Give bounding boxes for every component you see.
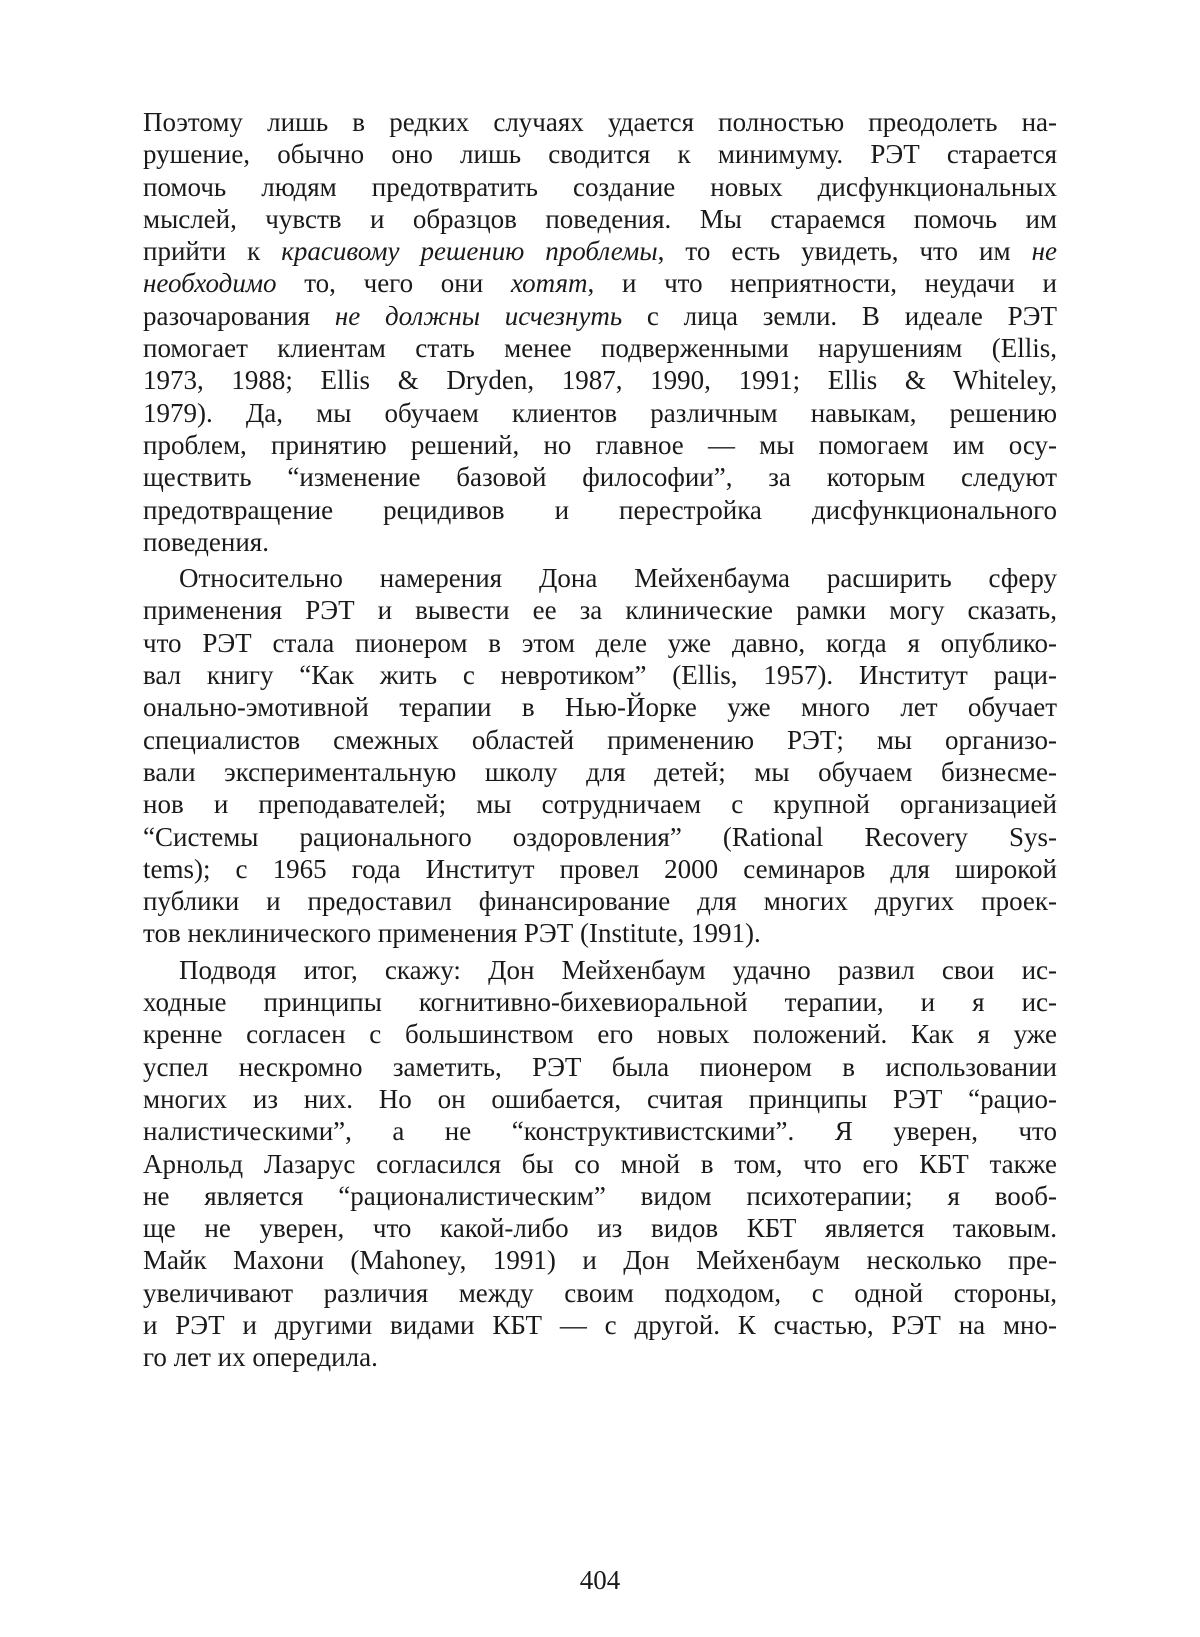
- text-run: “Системы рационального оздоровления” (Rational Recovery Sys-: [143, 821, 1057, 852]
- text-run: , то есть увидеть, что им: [657, 236, 1032, 267]
- text-line: [143, 756, 1057, 788]
- text-run: проблем, принятию решений, но главное — мы помогаем им осу-: [143, 429, 1057, 460]
- text-run: предотвращение рецидивов и перестройка дисфункционального: [143, 494, 1057, 525]
- text-line: [143, 954, 1057, 986]
- text-line: [143, 300, 1057, 332]
- italic-text: необходимо: [143, 268, 277, 299]
- text-line: [143, 332, 1057, 364]
- text-run: кренне согласен с большинством его новых положений. Как я уже: [143, 1019, 1057, 1050]
- text-run: успел нескромно заметить, РЭТ была пионером в использовании: [143, 1051, 1057, 1082]
- text-line: [143, 917, 1057, 949]
- text-run: поведения.: [143, 526, 269, 557]
- text-line: [143, 691, 1057, 723]
- italic-text: не должны исчезнуть: [334, 300, 623, 331]
- text-line: [143, 364, 1057, 396]
- text-run: 1979). Да, мы обучаем клиентов различным навыкам, решению: [143, 397, 1057, 428]
- text-line: [143, 138, 1057, 170]
- text-line: [143, 1309, 1057, 1341]
- text-line: [143, 1212, 1057, 1244]
- text-run: публики и предоставил финансирование для многих других проек-: [143, 886, 1057, 917]
- text-line: [143, 1051, 1057, 1083]
- text-run: ще не уверен, что какой-либо из видов КБТ является таковым.: [143, 1213, 1057, 1244]
- text-run: Арнольд Лазарус согласился бы со мной в том, что его КБТ также: [143, 1148, 1057, 1179]
- book-page: [143, 106, 1057, 1606]
- text-run: прийти к: [143, 236, 282, 267]
- text-line: [143, 853, 1057, 885]
- text-run: увеличивают различия между своим подходом, с одной стороны,: [143, 1277, 1057, 1308]
- text-run: специалистов смежных областей применению РЭТ; мы организо-: [143, 724, 1057, 755]
- text-line: [143, 1180, 1057, 1212]
- text-run: Подводя итог, скажу: Дон Мейхенбаум удачно развил свои ис-: [179, 954, 1057, 985]
- text-line: [143, 724, 1057, 756]
- text-run: ществить “изменение базовой философии”, за которым следуют: [143, 462, 1057, 493]
- text-line: [143, 1341, 1057, 1373]
- text-line: [143, 986, 1057, 1018]
- text-line: [143, 594, 1057, 626]
- text-line: [143, 1277, 1057, 1309]
- italic-text: хотят: [510, 268, 588, 299]
- text-line: [143, 1083, 1057, 1115]
- text-line: [143, 429, 1057, 461]
- paragraph: [143, 954, 1057, 1374]
- text-line: [143, 526, 1057, 558]
- text-run: нов и преподавателей; мы сотрудничаем с крупной организацией: [143, 789, 1057, 820]
- text-line: [143, 106, 1057, 138]
- text-run: применения РЭТ и вывести ее за клинические рамки могу сказать,: [143, 595, 1057, 626]
- text-run: многих из них. Но он ошибается, считая принципы РЭТ “рацио-: [143, 1083, 1057, 1114]
- text-line: [143, 461, 1057, 493]
- paragraph: [143, 562, 1057, 950]
- text-run: 1973, 1988; Ellis & Dryden, 1987, 1990, 1991; Ellis & Whiteley,: [143, 365, 1057, 396]
- text-line: [143, 267, 1057, 299]
- text-line: [143, 885, 1057, 917]
- text-run: , и что неприятности, неудачи и: [587, 268, 1057, 299]
- text-line: [143, 203, 1057, 235]
- page-number: 404: [579, 1565, 621, 1595]
- text-line: [143, 821, 1057, 853]
- text-run: ходные принципы когнитивно-бихевиоральной терапии, и я ис-: [143, 987, 1057, 1018]
- text-run: рушение, обычно оно лишь сводится к минимуму. РЭТ старается: [143, 139, 1057, 170]
- text-run: не является “рационалистическим” видом психотерапии; я вооб-: [143, 1180, 1057, 1211]
- italic-text: красивому решению проблемы: [281, 236, 658, 267]
- text-run: то, чего они: [276, 268, 511, 299]
- text-line: [143, 171, 1057, 203]
- text-run: помочь людям предотвратить создание новых дисфункциональных: [143, 171, 1057, 202]
- text-run: тов неклинического применения РЭТ (Institute, 1991).: [143, 918, 761, 949]
- text-run: налистическими”, а не “конструктивистскими”. Я уверен, что: [143, 1116, 1057, 1147]
- text-run: и РЭТ и другими видами КБТ — с другой. К счастью, РЭТ на мно-: [143, 1309, 1057, 1340]
- text-run: вали экспериментальную школу для детей; мы обучаем бизнесме-: [143, 756, 1057, 787]
- text-run: Относительно намерения Дона Мейхенбаума расширить сферу: [179, 563, 1057, 594]
- text-run: мыслей, чувств и образцов поведения. Мы стараемся помочь им: [143, 203, 1057, 234]
- text-run: разочарования: [143, 300, 335, 331]
- text-run: Майк Махони (Mahoney, 1991) и Дон Мейхенбаум несколько пре-: [143, 1245, 1057, 1276]
- text-line: [143, 659, 1057, 691]
- text-line: [143, 235, 1057, 267]
- text-run: онально-эмотивной терапии в Нью-Йорке уже много лет обучает: [143, 692, 1057, 723]
- paragraph: [143, 106, 1057, 558]
- text-line: [143, 494, 1057, 526]
- text-line: [143, 562, 1057, 594]
- text-line: [143, 627, 1057, 659]
- text-run: tems); с 1965 года Институт провел 2000 семинаров для широкой: [143, 853, 1057, 884]
- text-line: [143, 1115, 1057, 1147]
- text-run: го лет их опередила.: [143, 1342, 378, 1373]
- text-line: [143, 397, 1057, 429]
- text-line: [143, 1148, 1057, 1180]
- text-run: помогает клиентам стать менее подверженными нарушениям (Ellis,: [143, 333, 1057, 364]
- text-run: Поэтому лишь в редких случаях удается полностью преодолеть на-: [143, 107, 1057, 137]
- text-line: [143, 1018, 1057, 1050]
- body-text: [143, 106, 1057, 1374]
- text-line: [143, 1244, 1057, 1276]
- text-run: с лица земли. В идеале РЭТ: [622, 300, 1057, 331]
- text-run: что РЭТ стала пионером в этом деле уже давно, когда я опублико-: [143, 627, 1057, 658]
- text-line: [143, 788, 1057, 820]
- italic-text: не: [1031, 236, 1057, 267]
- text-run: вал книгу “Как жить с невротиком” (Ellis, 1957). Институт раци-: [143, 660, 1057, 691]
